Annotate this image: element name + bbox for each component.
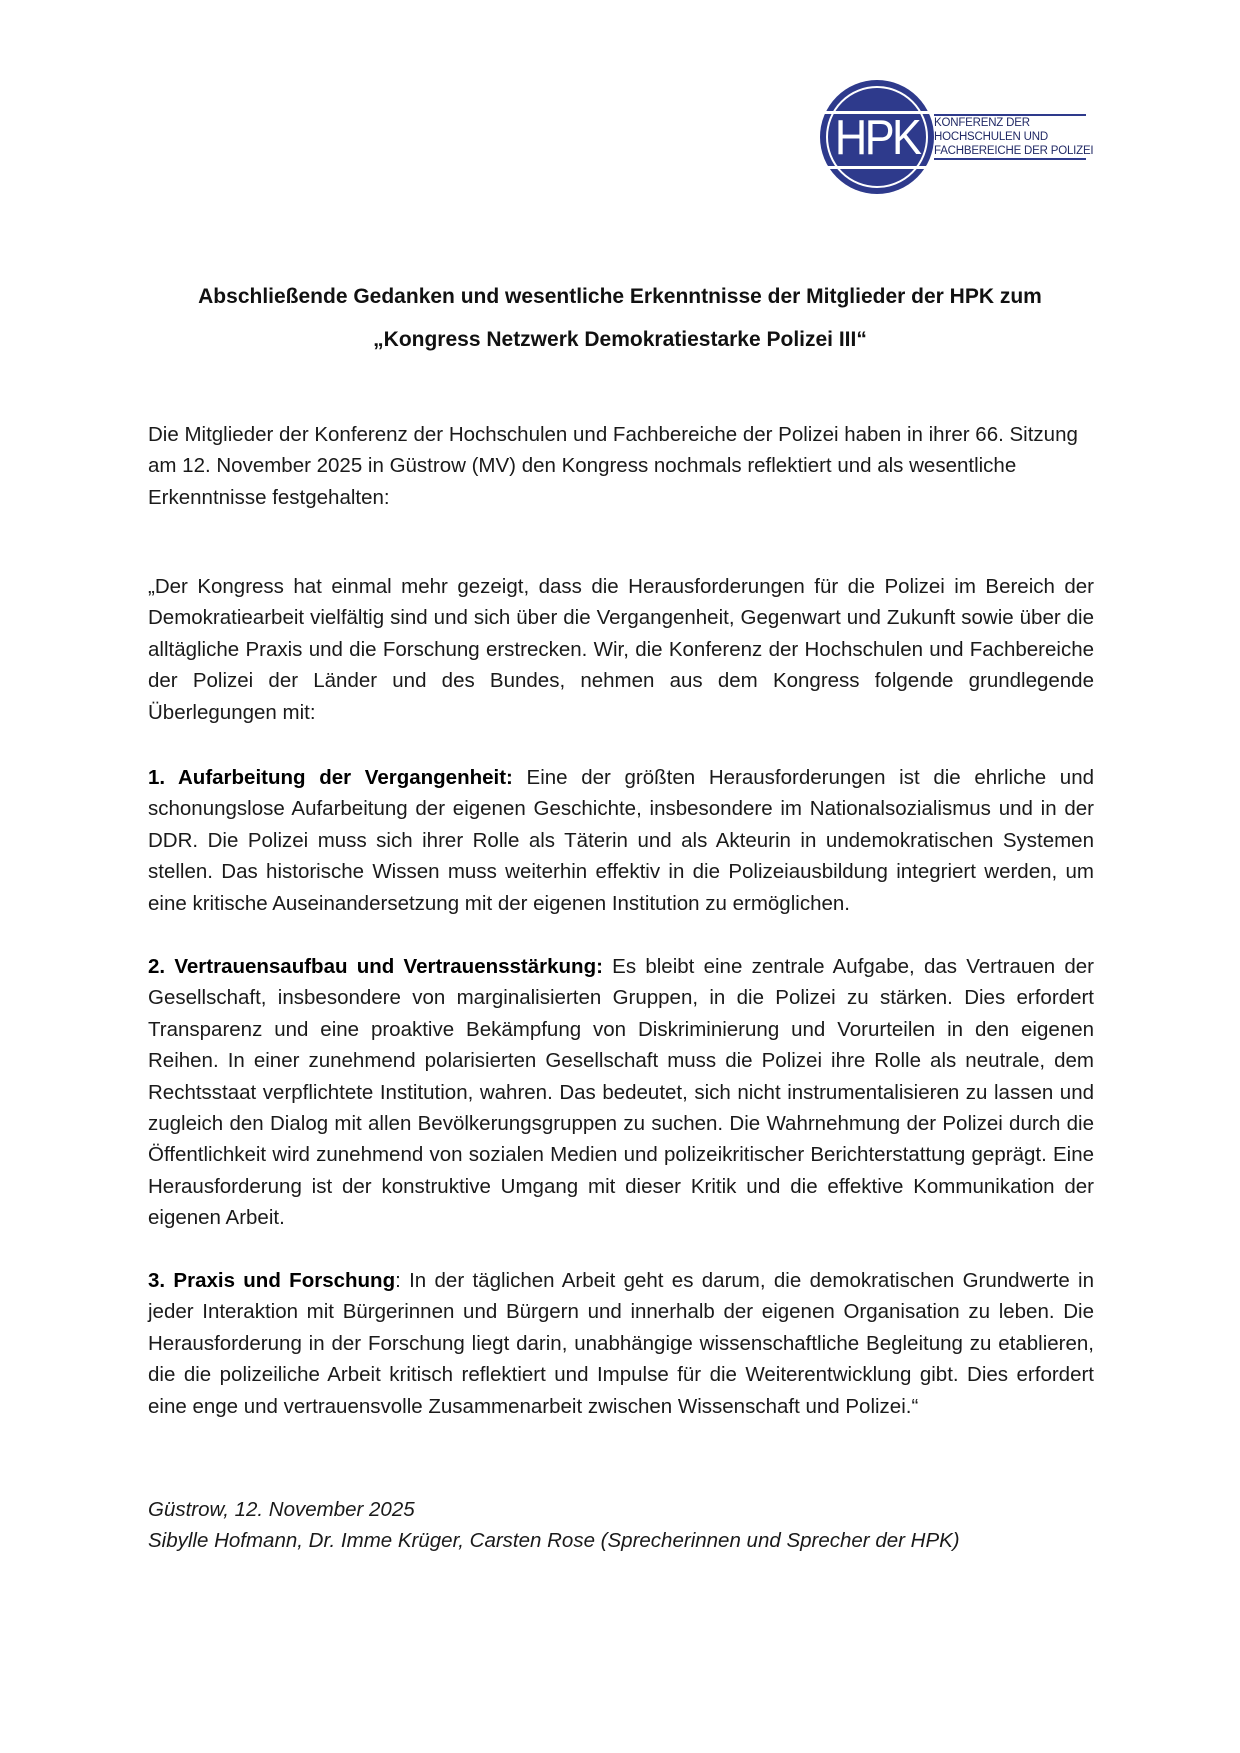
section-2-heading: 2. Vertrauensaufbau und Vertrauensstärkung: [148, 955, 603, 978]
section-1-heading: 1. Aufarbeitung der Vergangenheit: [148, 766, 513, 789]
section-3-text: : In der täglichen Arbeit geht es darum, die demokratischen Grundwerte in jeder Interaktion mit Bürgerinnen und Bürgern und innerhalb der eigenen Organisation zu leben. Die Herausforderung in der Forschung liegt darin, unabhängige wissenschaftliche Begleitung zu etablieren, die die polizeiliche Arbeit kritisch reflektiert und Impulse für die Weiterentwicklung gibt. Dies erfordert eine enge und vertrauensvolle Zusammenarbeit zwischen Wissenschaft und Polizei.“ [148, 1269, 1094, 1418]
section-1 [148, 762, 1094, 919]
logo-emblem [820, 80, 934, 194]
section-2 [148, 951, 1094, 1234]
logo-bottom-rule [934, 158, 1086, 160]
logo-line-3: FACHBEREICHE DER POLIZEI [934, 145, 1094, 157]
logo-wordmark [934, 114, 1094, 160]
hpk-logo [820, 80, 1094, 198]
logo-line-1: KONFERENZ DER [934, 117, 1030, 129]
section-2-text: Es bleibt eine zentrale Aufgabe, das Vertrauen der Gesellschaft, insbesondere von marginalisierten Gruppen, in die Polizei zu stärken. Dies erfordert Transparenz und eine proaktive Bekämpfung von Diskriminierung und Vorurteilen in den eigenen Reihen. In einer zunehmend polarisierten Gesellschaft muss die Polizei ihre Rolle als neutrale, dem Rechtsstaat verpflichtete Institution, wahren. Das bedeutet, sich nicht instrumentalisieren zu lassen und zugleich den Dialog mit allen Bevölkerungsgruppen zu suchen. Die Wahrnehmung der Polizei durch die Öffentlichkeit wird zunehmend von sozialen Medien und polizeikritischer Berichterstattung geprägt. Eine Herausforderung ist der konstruktive Umgang mit dieser Kritik und die effektive Kommunikation der eigenen Arbeit. [148, 955, 1095, 1230]
document-title-line-1: Abschließende Gedanken und wesentliche Erkenntnisse der Mitglieder der HPK zum [198, 285, 1042, 308]
section-3-heading: 3. Praxis und Forschung [148, 1269, 396, 1292]
quote-intro-paragraph: „Der Kongress hat einmal mehr gezeigt, dass die Herausforderungen für die Polizei im Bereich der Demokratiearbeit vielfältig sind und sich über die Vergangenheit, Gegenwart und Zukunft sowie über die alltägliche Praxis und die Forschung erstrecken. Wir, die Konferenz der Hochschulen und Fachbereiche der Polizei der Länder und des Bundes, nehmen aus dem Kongress folgende grundlegende Überlegungen mit: [148, 575, 1094, 724]
logo-line-2: HOCHSCHULEN UND [934, 131, 1048, 143]
section-3 [148, 1265, 1094, 1422]
intro-paragraph: Die Mitglieder der Konferenz der Hochschulen und Fachbereiche der Polizei haben in ihrer 66. Sitzung am 12. November 2025 in Güstrow (MV) den Kongress nochmals reflektiert und als wesentliche Erkenntnisse festgehalten: [148, 423, 1078, 509]
section-1-text: Eine der größten Herausforderungen ist die ehrliche und schonungslose Aufarbeitung der eigenen Geschichte, insbesondere im Nationalsozialismus und in der DDR. Die Polizei muss sich ihrer Rolle als Täterin und als Akteurin in undemokratischen Systemen stellen. Das historische Wissen muss weiterhin effektiv in die Polizeiausbildung integriert werden, um eine kritische Auseinandersetzung mit der eigenen Institution zu ermöglichen. [148, 766, 1095, 915]
document-title-line-2: „Kongress Netzwerk Demokratiestarke Polizei III“ [373, 328, 867, 351]
signature-place-date: Güstrow, 12. November 2025 [148, 1498, 415, 1521]
signature-names: Sibylle Hofmann, Dr. Imme Krüger, Carsten Rose (Sprecherinnen und Sprecher der HPK) [148, 1529, 960, 1552]
logo-initials: HPK [834, 111, 920, 165]
